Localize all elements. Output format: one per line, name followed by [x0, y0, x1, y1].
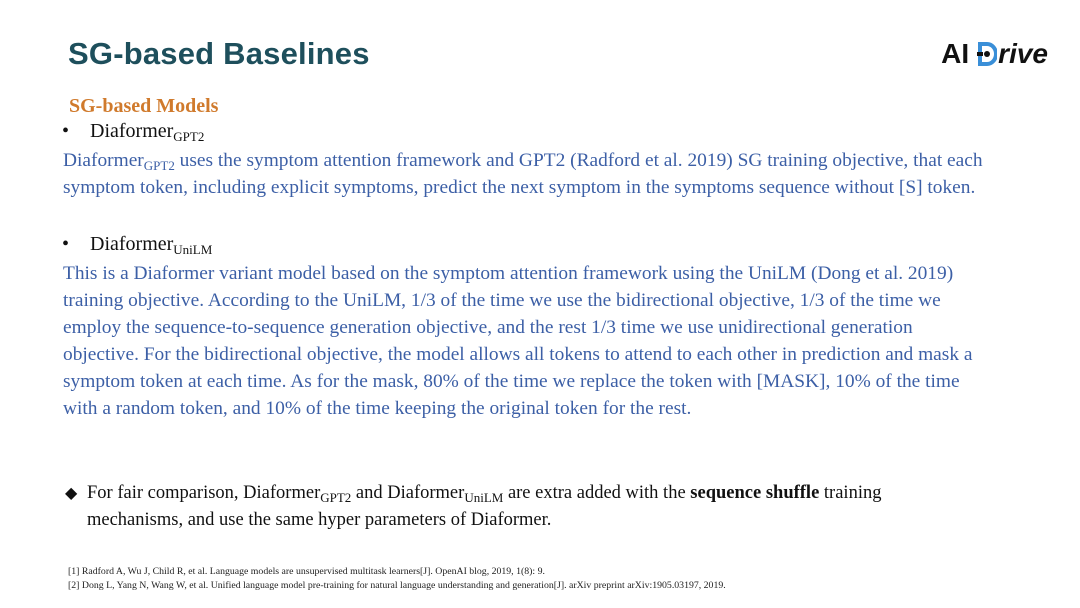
logo-ai-text: AI [941, 38, 970, 69]
note-bold: sequence shuffle [690, 483, 820, 503]
bullet-dot-icon: • [62, 233, 70, 255]
bullet-name: Diaformer [90, 233, 174, 255]
note-text: training [819, 483, 882, 503]
note-text: and Diaformer [351, 483, 465, 503]
para-sub: GPT2 [143, 158, 175, 173]
logo-rive-text: rive [998, 38, 1048, 69]
bullet-diaformer-gpt2 [62, 120, 204, 143]
bullet-sub: GPT2 [173, 129, 205, 144]
ai-drive-logo [941, 38, 1048, 70]
paragraph-gpt2 [63, 147, 993, 201]
comparison-note [65, 480, 985, 533]
paragraph-unilm [63, 260, 993, 422]
references [68, 565, 726, 593]
note-line2: mechanisms, and use the same hyper parameters of Diaformer. [87, 510, 552, 530]
bullet-diaformer-unilm [62, 233, 212, 256]
bullet-name: Diaformer [90, 120, 174, 142]
slide-title: SG-based Baselines [68, 36, 370, 71]
para-text: uses the symptom attention framework and GPT2 (Radford et al. 2019) SG training objective, that each symptom token, including explicit symptoms, predict the next symptom in the symptoms sequence without [S] token. [63, 150, 983, 198]
diamond-bullet-icon: ◆ [65, 485, 78, 502]
note-sub: UniLM [464, 490, 504, 505]
para-name: Diaformer [63, 150, 144, 171]
note-sub: GPT2 [320, 490, 352, 505]
reference-1: [1] Radford A, Wu J, Child R, et al. Language models are unsupervised multitask learners[J]. OpenAI blog, 2019, 1(8): 9. [68, 566, 545, 577]
section-subtitle: SG-based Models [69, 95, 219, 117]
para-text: This is a Diaformer variant model based on the symptom attention framework using the UniLM (Dong et al. 2019) training objective. According to the UniLM, 1/3 of the time we use the bidirectional objective, 1/3 of the time we employ the sequence-to-sequence generation objective, and the rest 1/3 time we use unidirectional generation objective. For the bidirectional objective, the model allows all tokens to attend to each other in prediction and mask a symptom token at each time. As for the mask, 80% of the time we replace the token with [MASK], 10% of the time with a random token, and 10% of the time keeping the original token for the rest. [63, 263, 973, 419]
note-text: For fair comparison, Diaformer [87, 483, 321, 503]
reference-2: [2] Dong L, Yang N, Wang W, et al. Unified language model pre-training for natural language understanding and generation[J]. arXiv preprint arXiv:1905.03197, 2019. [68, 580, 726, 591]
bullet-sub: UniLM [173, 242, 213, 257]
bullet-dot-icon: • [62, 120, 70, 142]
note-text: are extra added with the [503, 483, 691, 503]
d-mark-icon [977, 41, 997, 67]
